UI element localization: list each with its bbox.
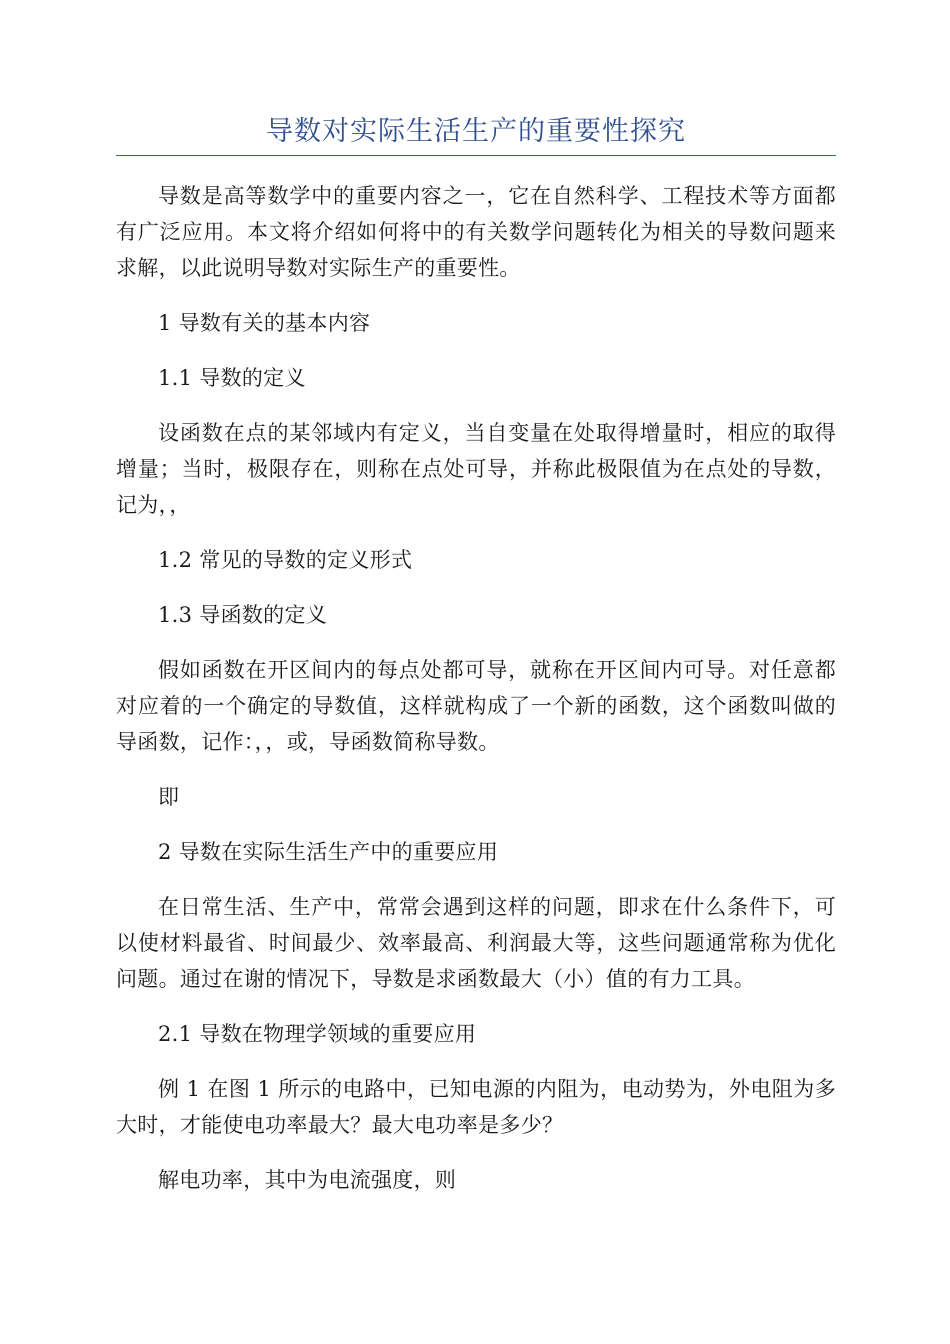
section-heading-2: 2 导数在实际生活生产中的重要应用 (158, 840, 499, 864)
paragraph-solution: 解电功率，其中为电流强度，则 (158, 1168, 457, 1192)
paragraph-intro: 导数是高等数学中的重要内容之一，它在自然科学、工程技术等方面都有广泛应用。本文将介绍如何将中的有关数学问题转化为相关的导数问题来求解，以此说明导数对实际生产的重要性。 (116, 184, 836, 280)
section-heading-1-2: 1.2 常见的导数的定义形式 (158, 548, 413, 572)
paragraph-optimization: 在日常生活、生产中，常常会遇到这样的问题，即求在什么条件下，可以使材料最省、时间最少、效率最高、利润最大等，这些问题通常称为优化问题。通过在谢的情况下，导数是求函数最大（小）值的有力工具。 (116, 895, 836, 991)
paragraph-ji: 即 (158, 785, 180, 809)
document-page (116, 112, 836, 1217)
paragraph-derived-function: 假如函数在开区间内的每点处都可导，就称在开区间内可导。对任意都对应着的一个确定的导数值，这样就构成了一个新的函数，这个函数叫做的导函数，记作：，，或，导函数简称导数。 (116, 658, 836, 754)
document-body (116, 178, 836, 1198)
section-heading-2-1: 2.1 导数在物理学领域的重要应用 (158, 1022, 477, 1046)
document-title: 导数对实际生活生产的重要性探究 (116, 112, 836, 156)
section-heading-1-1: 1.1 导数的定义 (158, 366, 306, 390)
section-heading-1: 1 导数有关的基本内容 (158, 311, 371, 335)
section-heading-1-3: 1.3 导函数的定义 (158, 603, 328, 627)
paragraph-derivative-definition: 设函数在点的某邻域内有定义，当自变量在处取得增量时，相应的取得增量；当时，极限存在，则称在点处可导，并称此极限值为在点处的导数，记为，， (116, 421, 836, 517)
paragraph-example-1: 例 1 在图 1 所示的电路中，已知电源的内阻为，电动势为，外电阻为多大时，才能使电功率最大？最大电功率是多少？ (116, 1077, 836, 1137)
